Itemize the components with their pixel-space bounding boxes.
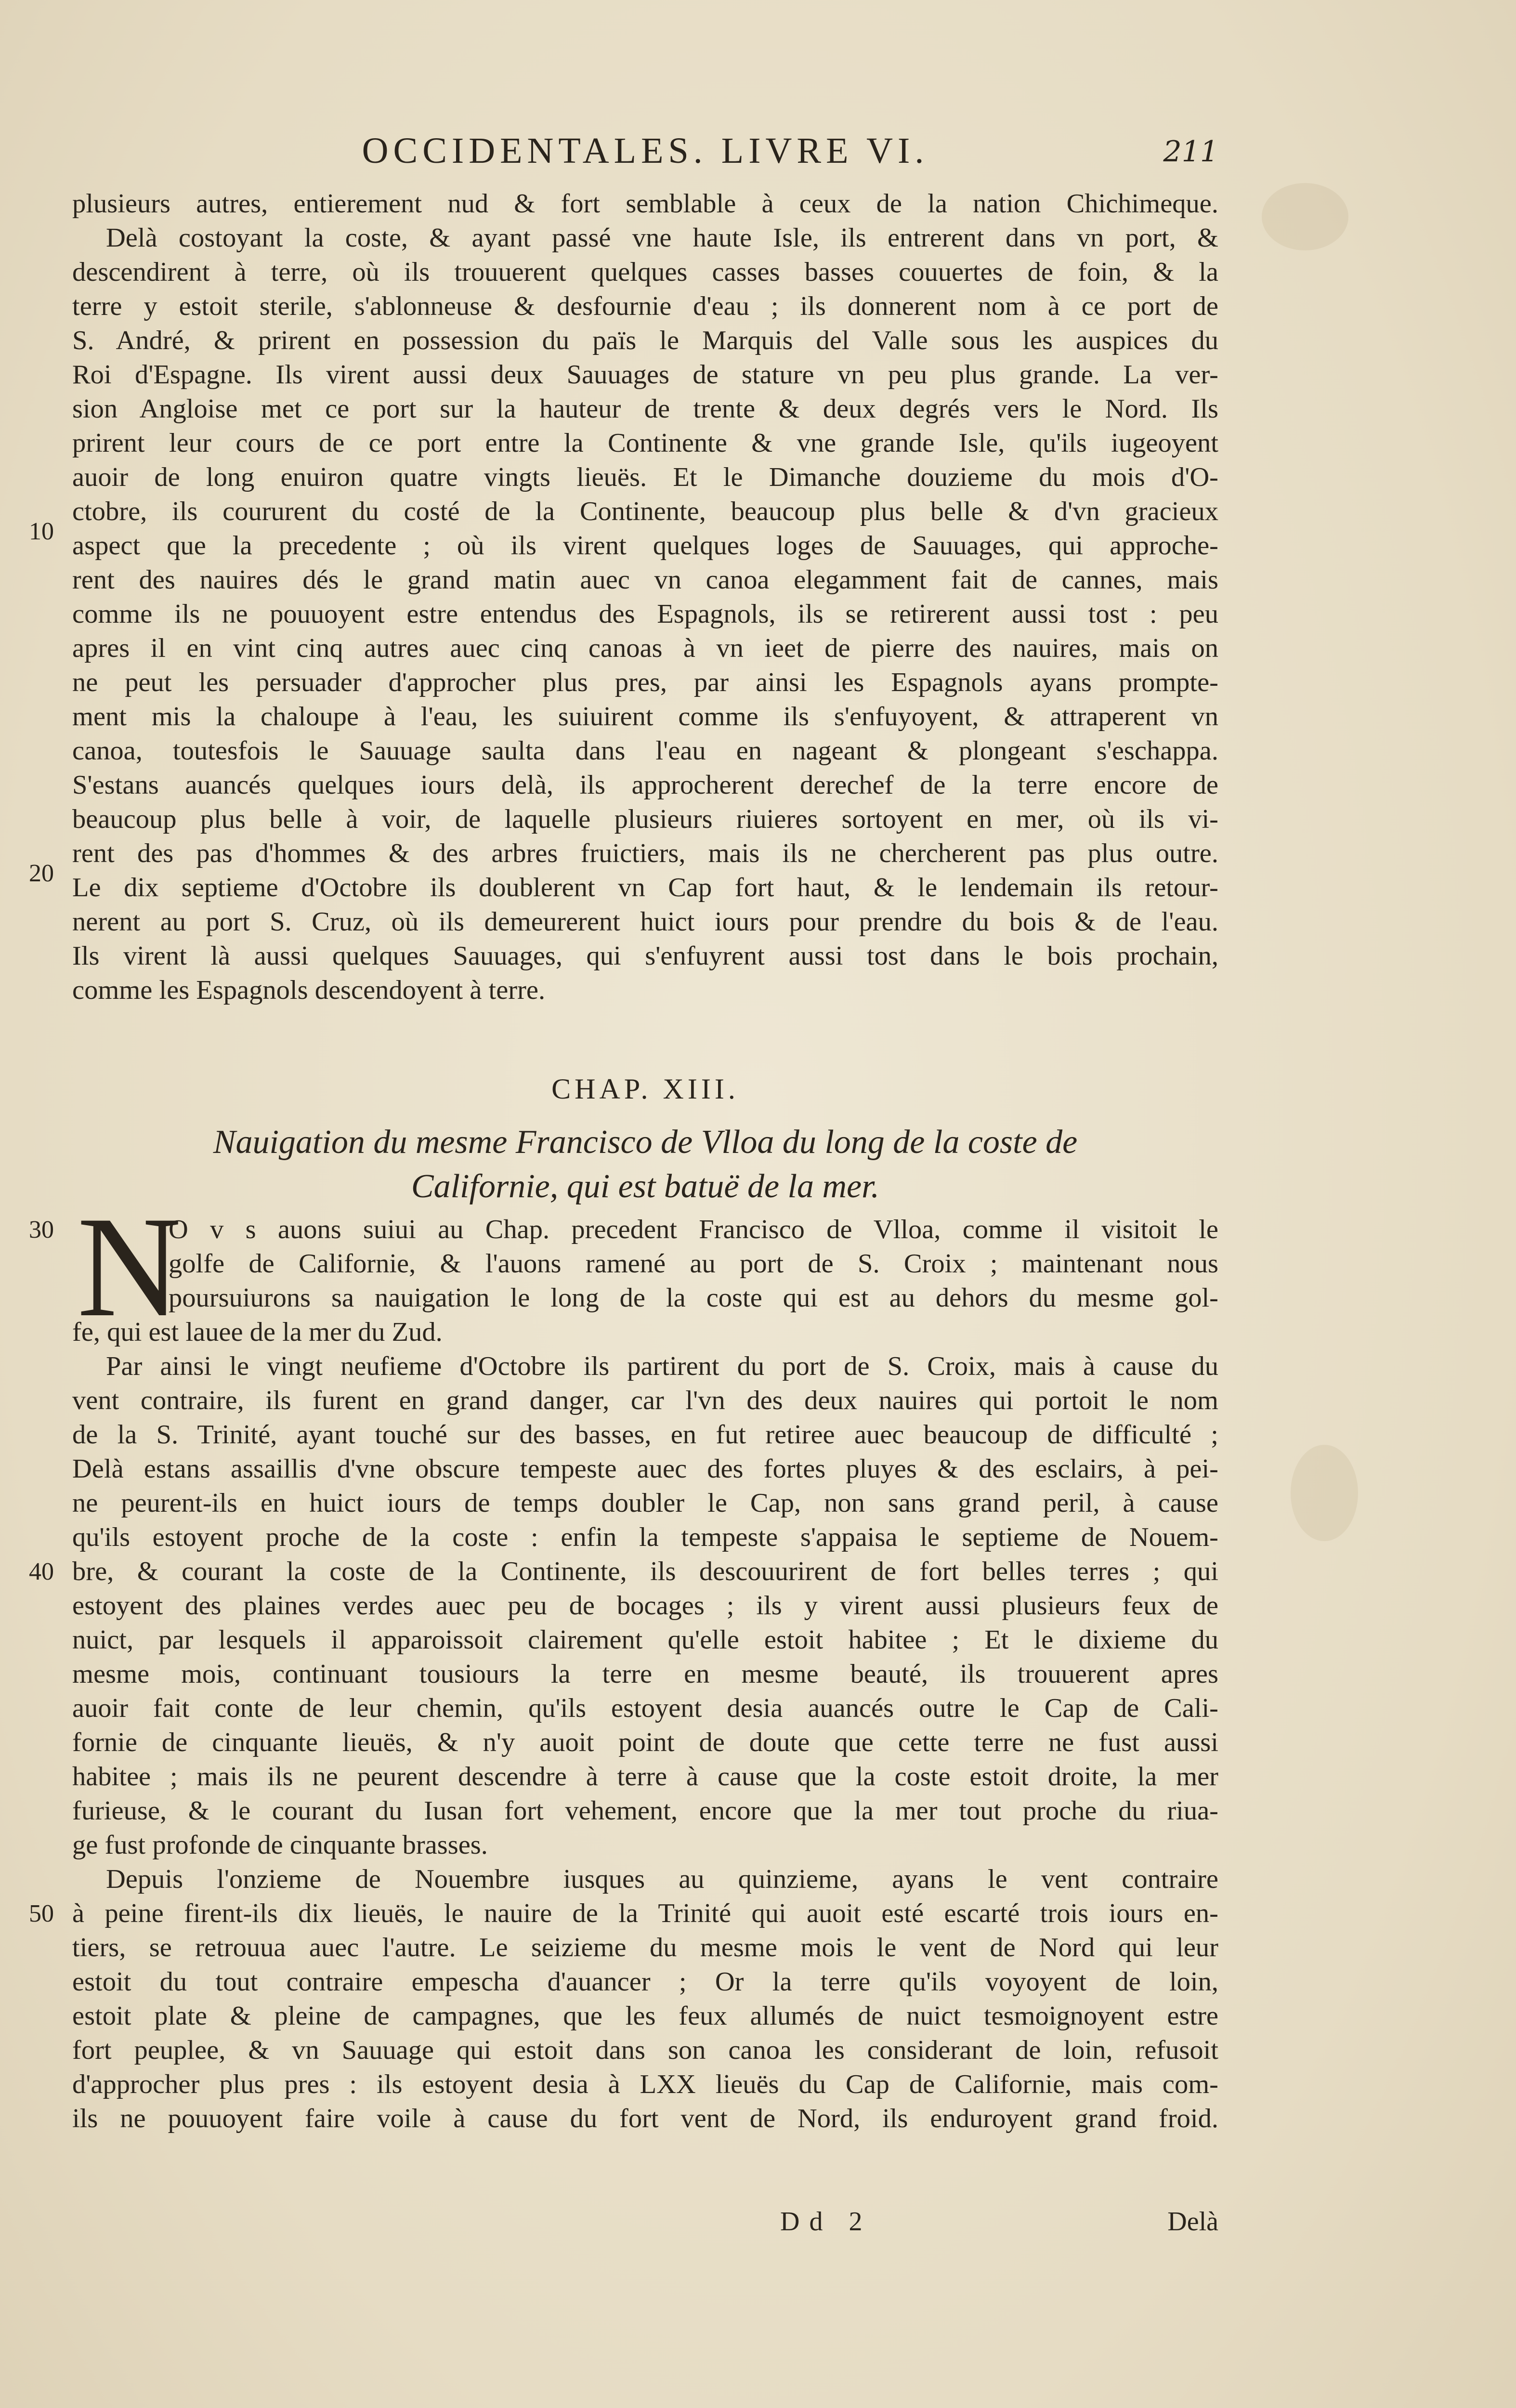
text-line: aspect que la precedente ; où ils virent quelques loges de Sauuages, qui approche- [72,531,1218,561]
line-number: 10 [29,518,54,545]
text-line: sion Angloise met ce port sur la hauteur de trente & deux degrés vers le Nord. Ils [72,394,1218,424]
text-line: furieuse, & le courant du Iusan fort vehement, encore que la mer tout proche du riua- [72,1796,1218,1826]
text-line: de la S. Trinité, ayant touché sur des basses, en fut retiree auec beaucoup de difficulté ; [72,1420,1218,1450]
text-line: nuict, par lesquels il apparoissoit clairement qu'elle estoit habitee ; Et le dixieme du [72,1625,1218,1655]
text-line: nerent au port S. Cruz, où ils demeurerent huict iours pour prendre du bois & de l'eau. [72,907,1218,937]
text-block-2 [72,1213,1218,2136]
text-line: auoir de long enuiron quatre vingts lieuës. Et le Dimanche douzieme du mois d'O- [72,462,1218,492]
text-line: Delà costoyant la coste, & ayant passé vne haute Isle, ils entrerent dans vn port, & [106,223,1218,253]
text-line: rent des pas d'hommes & des arbres fruictiers, mais ils ne chercherent pas plus outre. [72,838,1218,868]
text-line: fornie de cinquante lieuës, & n'y auoit point de doute que cette terre ne fust aussi [72,1727,1218,1757]
text-line: ne peut les persuader d'approcher plus pres, par ainsi les Espagnols ayans prompte- [72,667,1218,697]
chapter-title-line: Californie, qui est batuë de la mer. [411,1168,880,1205]
text-line: estoit plate & pleine de campagnes, que les feux allumés de nuict tesmoignoyent estre [72,2001,1218,2031]
text-line: prirent leur cours de ce port entre la Continente & vne grande Isle, qu'ils iugeoyent [72,428,1218,458]
text-line: ge fust profonde de cinquante brasses. [72,1830,488,1860]
page-footer [72,2205,1218,2239]
text-line: ctobre, ils coururent du costé de la Continente, beaucoup plus belle & d'vn gracieux [72,497,1218,526]
text-line: estoyent des plaines verdes auec peu de bocages ; ils y virent aussi plusieurs feux de [72,1591,1218,1621]
text-line: S. André, & prirent en possession du païs le Marquis del Valle sous les auspices du [72,326,1218,355]
text-line: Roi d'Espagne. Ils virent aussi deux Sauuages de stature vn peu plus grande. La ver- [72,360,1218,390]
running-head: OCCIDENTALES. LIVRE VI. [362,131,929,171]
page-number: 211 [1163,135,1218,169]
signature-mark: Dd 2 [780,2207,872,2237]
line-number: 40 [29,1558,54,1585]
text-block-1 [72,187,1218,1008]
text-line: O v s auons suiui au Chap. precedent Francisco de Vlloa, comme il visitoit le [169,1215,1218,1244]
chapter-title [72,1120,1218,1209]
line-number: 20 [29,860,54,887]
text-line: S'estans auancés quelques iours delà, ils approcherent derechef de la terre encore de [72,770,1218,800]
text-line: fe, qui est lauee de la mer du Zud. [72,1317,443,1347]
text-line: habitee ; mais ils ne peurent descendre à terre à cause que la coste estoit droite, la mer [72,1762,1218,1792]
text-line: rent des nauires dés le grand matin auec vn canoa elegamment fait de cannes, mais [72,565,1218,595]
text-line: Par ainsi le vingt neufieme d'Octobre ils partirent du port de S. Croix, mais à cause du [106,1351,1218,1381]
text-line: estoit du tout contraire empescha d'auancer ; Or la terre qu'ils voyoyent de loin, [72,1967,1218,1997]
text-line: canoa, toutesfois le Sauuage saulta dans l'eau en nageant & plongeant s'eschappa. [72,736,1218,766]
text-line: descendirent à terre, où ils trouuerent quelques casses basses couuertes de foin, & la [72,257,1218,287]
text-line: poursuiurons sa nauigation le long de la coste qui est au dehors du mesme gol- [169,1283,1218,1313]
line-number: 30 [29,1216,54,1243]
text-line: Le dix septieme d'Octobre ils doublerent vn Cap fort haut, & le lendemain ils retour- [72,873,1218,903]
text-line: à peine firent-ils dix lieuës, le nauire de la Trinité qui auoit esté escarté trois iours en- [72,1898,1218,1928]
chapter-heading: CHAP. XIII. [551,1073,739,1105]
text-line: apres il en vint cinq autres auec cinq canoas à vn ieet de pierre des nauires, mais on [72,633,1218,663]
text-line: Ils virent là aussi quelques Sauuages, qui s'enfuyrent aussi tost dans le bois prochain, [72,941,1218,971]
text-line: bre, & courant la coste de la Continente, ils descouurirent de fort belles terres ; qui [72,1557,1218,1586]
text-line: tiers, se retrouua auec l'autre. Le seizieme du mesme mois le vent de Nord qui leur [72,1933,1218,1963]
text-line: ne peurent-ils en huict iours de temps doubler le Cap, non sans grand peril, à cause [72,1488,1218,1518]
paper-stain [1262,183,1348,250]
text-line: auoir fait conte de leur chemin, qu'ils estoyent desia auancés outre le Cap de Cali- [72,1693,1218,1723]
drop-cap: N [77,1187,182,1347]
text-line: ils ne pouuoyent faire voile à cause du fort vent de Nord, ils enduroyent grand froid. [72,2104,1218,2133]
text-line: comme les Espagnols descendoyent à terre. [72,975,546,1005]
text-line: vent contraire, ils furent en grand danger, car l'vn des deux nauires qui portoit le nom [72,1386,1218,1415]
text-line: fort peuplee, & vn Sauuage qui estoit dans son canoa les considerant de loin, refusoit [72,2035,1218,2065]
text-line: d'approcher plus pres : ils estoyent desia à LXX lieuës du Cap de Californie, mais com- [72,2069,1218,2099]
page-header [72,130,1218,183]
text-line: Delà estans assaillis d'vne obscure tempeste auec des fortes pluyes & des esclairs, à pei- [72,1454,1218,1484]
text-line: qu'ils estoyent proche de la coste : enfin la tempeste s'appaisa le septieme de Nouem- [72,1522,1218,1552]
paper-stain [1291,1445,1358,1541]
text-line: Depuis l'onzieme de Nouembre iusques au quinzieme, ayans le vent contraire [106,1864,1218,1894]
text-line: terre y estoit sterile, s'ablonneuse & desfournie d'eau ; ils donnerent nom à ce port de [72,291,1218,321]
text-line: ment mis la chaloupe à l'eau, les suiuirent comme ils s'enfuyoyent, & attraperent vn [72,702,1218,732]
chapter-title-line: Nauigation du mesme Francisco de Vlloa du long de la coste de [213,1124,1078,1161]
catchword: Delà [1167,2207,1218,2237]
line-number: 50 [29,1900,54,1927]
text-line: mesme mois, continuant tousiours la terre en mesme beauté, ils trouuerent apres [72,1659,1218,1689]
text-line: plusieurs autres, entierement nud & fort semblable à ceux de la nation Chichimeque. [72,189,1218,219]
text-line: beaucoup plus belle à voir, de laquelle plusieurs riuieres sortoyent en mer, où ils vi- [72,804,1218,834]
text-line: golfe de Californie, & l'auons ramené au port de S. Croix ; maintenant nous [169,1249,1218,1279]
text-line: comme ils ne pouuoyent estre entendus des Espagnols, ils se retirerent aussi tost : peu [72,599,1218,629]
